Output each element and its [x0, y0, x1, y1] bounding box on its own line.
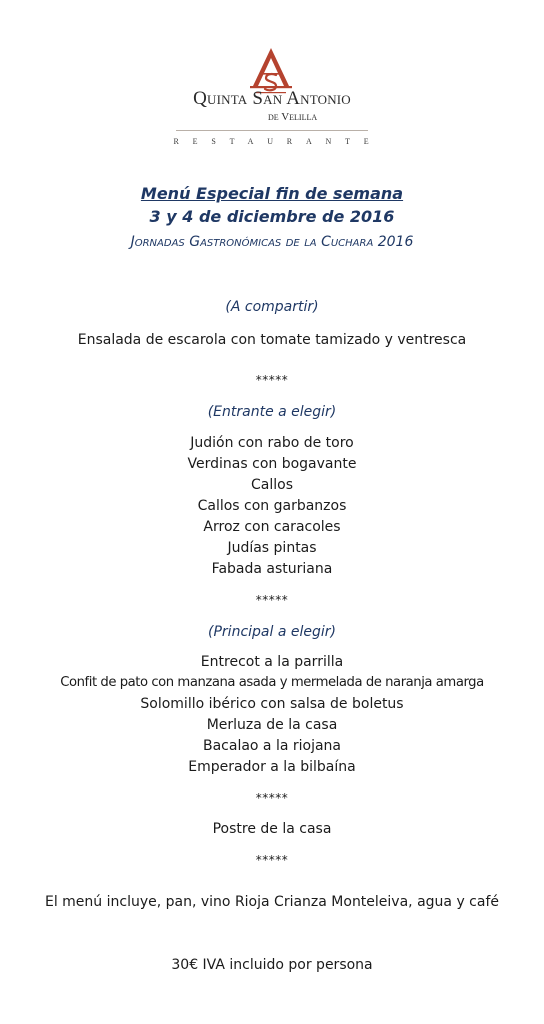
menu-item-principal: Bacalao a la riojana: [202, 738, 342, 754]
menu-item-principal: Confit de pato con manzana asada y mermelada de naranja amarga: [60, 675, 484, 690]
restaurant-logo: [0, 40, 544, 155]
menu-subtitle: Jornadas Gastronómicas de la Cuchara 2016: [130, 234, 414, 250]
menu-item-principal: Emperador a la bilbaína: [188, 759, 356, 775]
separator: *****: [255, 853, 289, 867]
section-heading-compartir: (A compartir): [225, 299, 319, 315]
brand-subname: de Velilla: [268, 111, 318, 123]
menu-title: Menú Especial fin de semana: [140, 184, 404, 203]
section-heading-principal: (Principal a elegir): [208, 624, 336, 640]
section-heading-entrante: (Entrante a elegir): [207, 404, 337, 420]
menu-date: 3 y 4 de diciembre de 2016: [149, 207, 395, 226]
menu-price: 30€ IVA incluido por persona: [171, 957, 373, 973]
separator: *****: [255, 593, 289, 607]
menu-item-entrante: Arroz con caracoles: [203, 519, 341, 535]
menu-item-entrante: Callos: [251, 477, 293, 493]
menu-item-postre: Postre de la casa: [212, 821, 332, 837]
menu-item-entrante: Callos con garbanzos: [197, 498, 347, 514]
menu-item-entrante: Judión con rabo de toro: [190, 435, 354, 451]
menu-item-principal: Entrecot a la parrilla: [200, 654, 344, 670]
menu-item-entrante: Fabada asturiana: [211, 561, 333, 577]
menu-item-principal: Merluza de la casa: [206, 717, 338, 733]
menu-item-principal: Solomillo ibérico con salsa de boletus: [140, 696, 404, 712]
menu-item-entrante: Verdinas con bogavante: [187, 456, 357, 472]
menu-item-entrante: Judías pintas: [227, 540, 317, 556]
menu-item-compartir: Ensalada de escarola con tomate tamizado y ventresca: [77, 332, 467, 348]
separator: *****: [255, 373, 289, 387]
brand-restaurante-label: RESTAURANTE: [173, 137, 383, 146]
menu-includes-note: El menú incluye, pan, vino Rioja Crianza Monteleiva, agua y café: [44, 894, 499, 910]
separator: *****: [255, 791, 289, 805]
brand-name: Quinta San Antonio: [193, 88, 351, 109]
brand-divider: [176, 130, 368, 131]
